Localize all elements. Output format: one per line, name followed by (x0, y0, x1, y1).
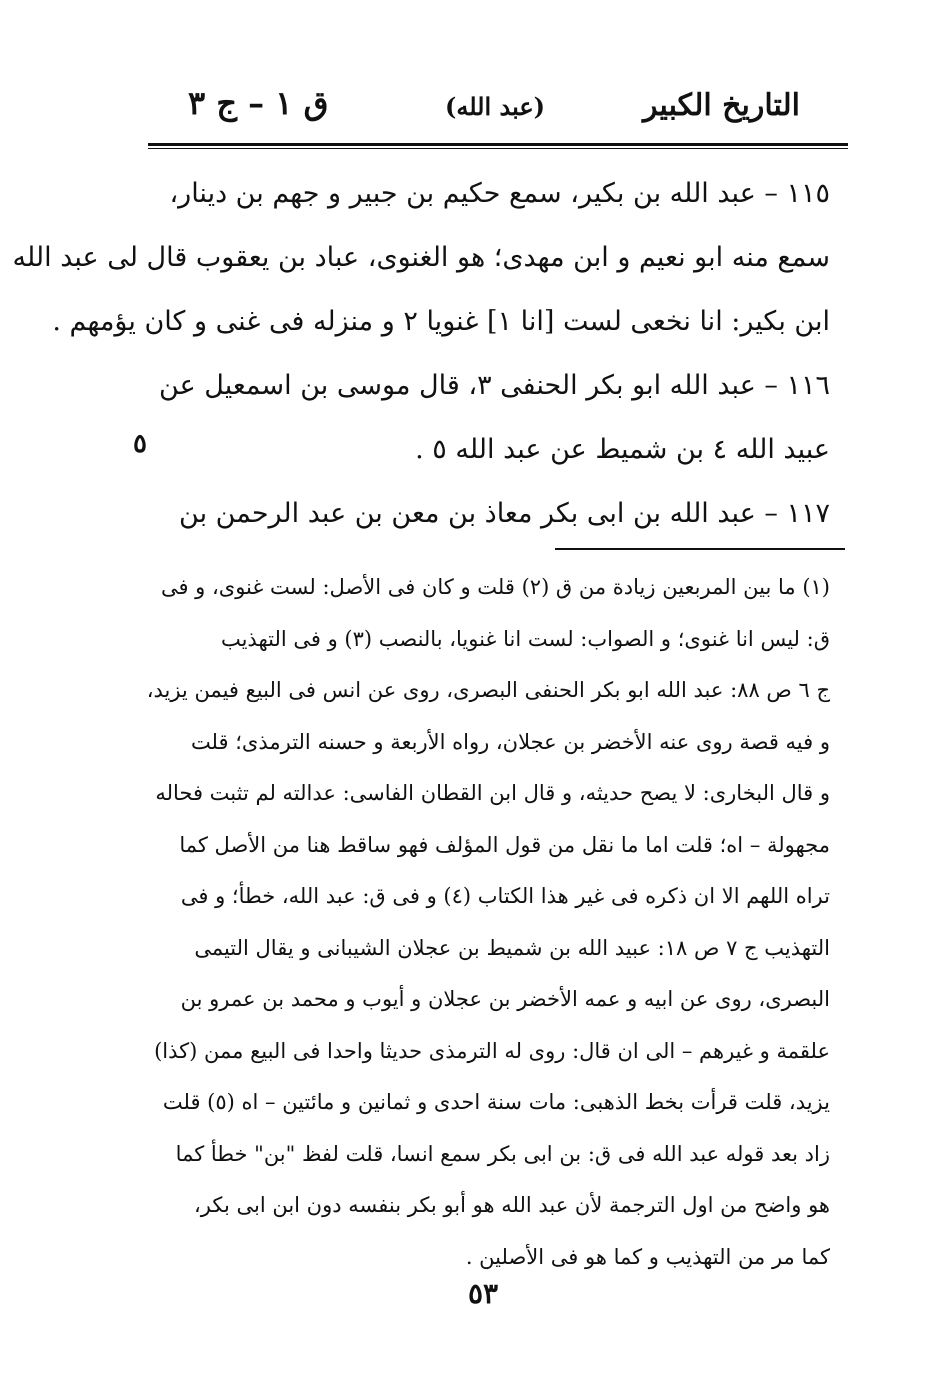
main-line-3: ابن بكير: انا نخعى لست [انا ١] غنويا ٢ و منزله فى غنى و كان يؤمهم . (52, 306, 830, 337)
footnote-line: التهذيب ج ٧ ص ١٨: عبيد الله بن شميط بن عجلان الشيبانى و يقال التيمى (194, 935, 830, 960)
footnote-line: (١) ما بين المربعين زيادة من ق (٢) قلت و كان فى الأصل: لست غنوى، و فى (160, 575, 830, 599)
header-rule-thin (148, 148, 848, 149)
footnote-line: البصرى، روى عن ابيه و عمه الأخضر بن عجلان و أيوب و محمد بن عمرو بن (180, 987, 830, 1011)
footnote-line: مجهولة – اه؛ قلت اما ما نقل من قول المؤلف فهو ساقط هنا من الأصل كما (179, 832, 830, 857)
footnote-line: تراه اللهم الا ان ذكره فى غير هذا الكتاب (٤) و فى ق: عبد الله، خطأ؛ و فى (180, 884, 830, 908)
footnote-line: هو واضح من اول الترجمة لأن عبد الله هو أبو بكر بنفسه دون ابن ابى بكر، (194, 1193, 830, 1217)
main-line-2: سمع منه ابو نعيم و ابن مهدى؛ هو الغنوى، عباد بن يعقوب قال لى عبد الله (12, 242, 830, 273)
margin-line-number: ٥ (133, 429, 147, 459)
main-line-6: ١١٧ – عبد الله بن ابى بكر معاذ بن معن بن عبد الرحمن بن (179, 498, 830, 529)
footnote-line: ج ٦ ص ٨٨: عبد الله ابو بكر الحنفى البصرى، روى عن انس فى البيع فيمن يزيد، (146, 678, 830, 702)
main-line-4: ١١٦ – عبد الله ابو بكر الحنفى ٣، قال موسى بن اسمعيل عن (159, 370, 830, 401)
footnote-line: يزيد، قلت قرأت بخط الذهبى: مات سنة احدى و ثمانين و مائتين – اه (٥) قلت (162, 1090, 830, 1114)
page-number: ٥٣ (468, 1277, 499, 1310)
section-title: (عبد الله) (445, 92, 546, 121)
main-line-1: ١١٥ – عبد الله بن بكير، سمع حكيم بن جبير و جهم بن دينار، (169, 178, 830, 209)
footnote-line: زاد بعد قوله عبد الله فى ق: بن ابى بكر سمع انسا، قلت لفظ "بن" خطأ كما (175, 1141, 830, 1166)
footnote-line: و فيه قصة روى عنه الأخضر بن عجلان، رواه الأربعة و حسنه الترمذى؛ قلت (190, 729, 830, 754)
footnote-line: و قال البخارى: لا يصح حديثه، و قال ابن القطان الفاسى: عدالته لم تثبت فحاله (155, 781, 830, 805)
footnote-line: ق: ليس انا غنوى؛ و الصواب: لست انا غنويا، بالنصب (٣) و فى التهذيب (220, 626, 830, 651)
footnote-line: كما مر من التهذيب و كما هو فى الأصلين . (465, 1244, 830, 1269)
header-rule (148, 143, 848, 146)
main-text (12, 162, 830, 546)
footnotes (146, 562, 830, 1283)
main-line-5: عبيد الله ٤ بن شميط عن عبد الله ٥ . (415, 434, 830, 465)
page-header (150, 78, 800, 138)
footnote-separator (555, 548, 845, 550)
footnote-line: علقمة و غيرهم – الى ان قال: روى له الترمذى حديثا واحدا فى البيع ممن (كذا) (154, 1038, 830, 1063)
volume-reference: ق ١ – ج ٣ (188, 84, 329, 122)
book-title: التاريخ الكبير (642, 88, 800, 123)
